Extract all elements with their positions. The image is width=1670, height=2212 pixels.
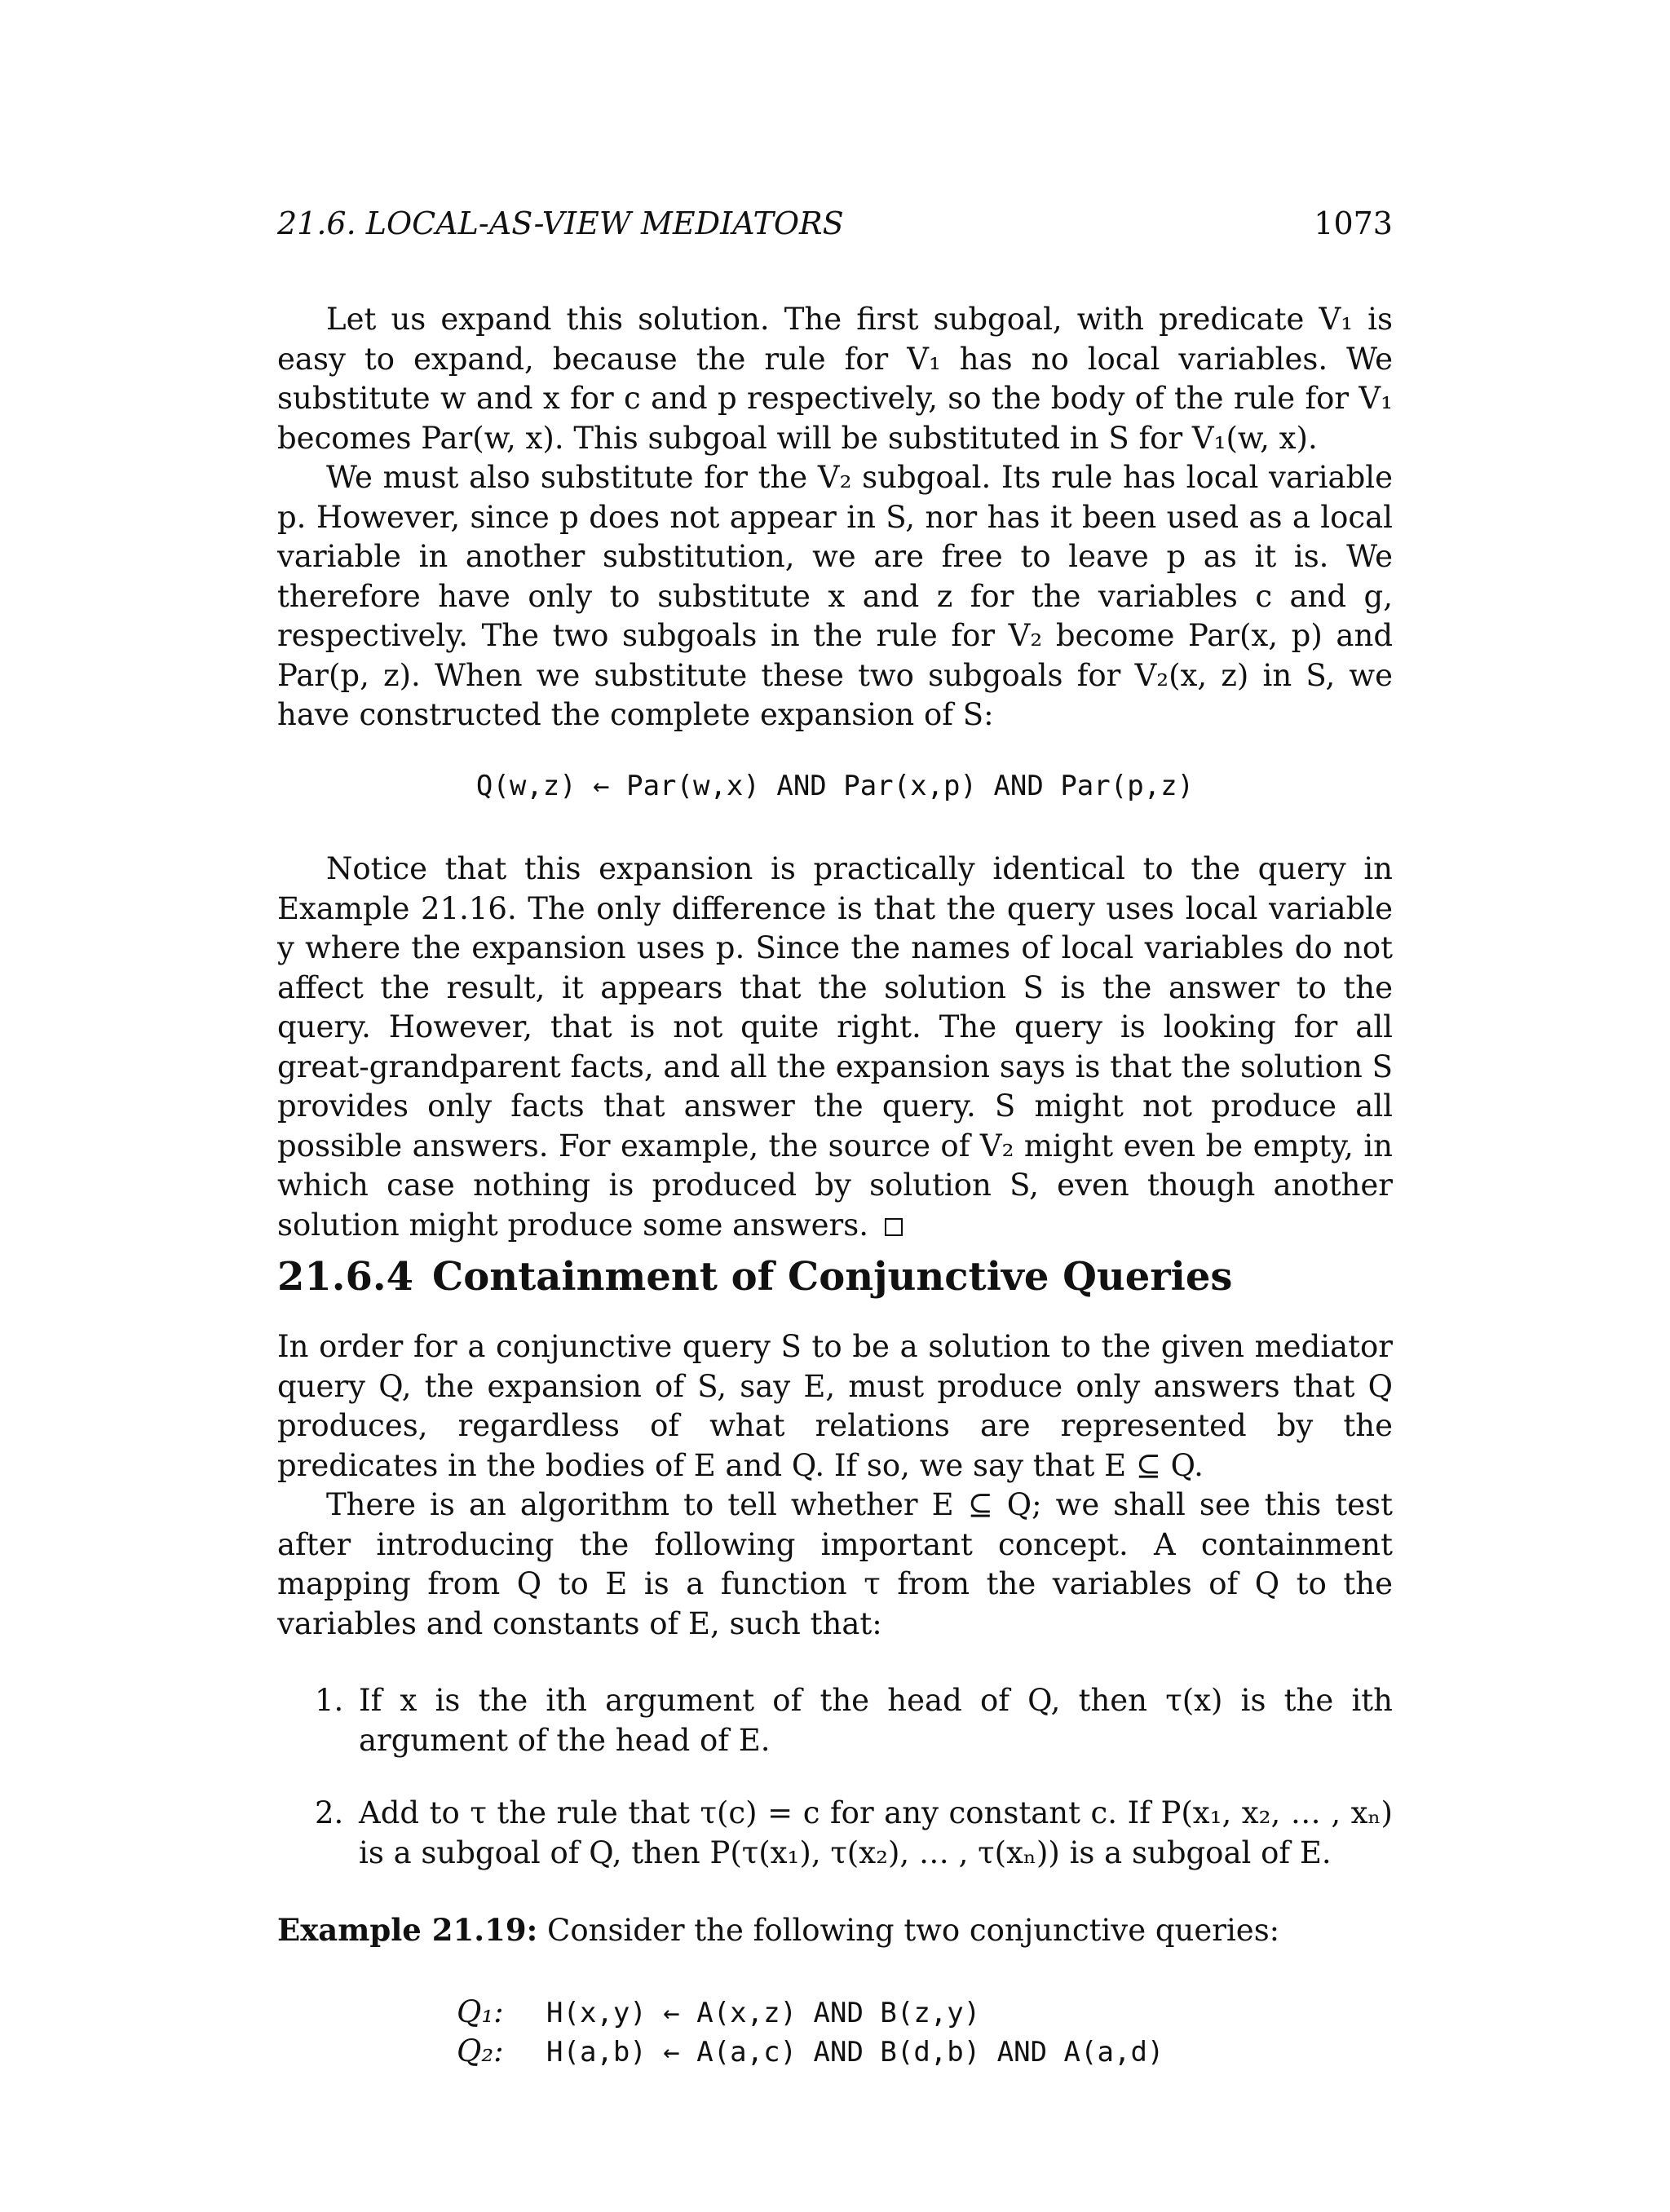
paragraph-notice-expansion (277, 850, 1393, 1245)
section-heading (277, 1254, 1232, 1300)
section-number: 21.6.4 (277, 1254, 414, 1300)
section-title: Containment of Conjunctive Queries (432, 1254, 1233, 1300)
list-item (315, 1681, 1393, 1760)
query-name: Q₁: (457, 1994, 504, 2029)
list-item-text: Add to τ the rule that τ(c) = c for any constant c. If P(x₁, x₂, … , xₙ) is a subgoal of Q, then P(τ(x₁), τ(x₂), … , τ(xₙ)) is a subgoal of E. (359, 1795, 1393, 1870)
query-line (457, 1994, 980, 2033)
query-line (457, 2033, 1164, 2073)
example-heading (277, 1912, 1393, 1948)
list-marker: 1. (315, 1683, 344, 1718)
example-text: Consider the following two conjunctive queries: (547, 1913, 1280, 1948)
paragraph-notice-text: Notice that this expansion is practically identical to the query in Example 21.16. The only difference is that the query uses local variable y where the expansion uses p. Since the names of local variables do not affect the result, it appears that the solution S is the answer to the query. However, that is not quite right. The query is looking for all great-grandparent facts, and all the expansion says is that the solution S provides only facts that answer the query. S might not produce all possible answers. For example, the source of V₂ might even be empty, in which case nothing is produced by solution S, even though another solution might produce some answers. (277, 851, 1393, 1243)
expansion-rule: Q(w,z) ← Par(w,x) AND Par(x,p) AND Par(p,z) (475, 770, 1195, 802)
paragraph-substitute-v2: We must also substitute for the V₂ subgoal. Its rule has local variable p. However, since p does not appear in S, nor has it been used as a local variable in another substitution, we are free to leave p as it is. We therefore have only to substitute x and z for the variables c and g, respectively. The two subgoals in the rule for V₂ become Par(x, p) and Par(p, z). When we substitute these two subgoals for V₂(x, z) in S, we have constructed the complete expansion of S: (277, 460, 1393, 732)
query-name: Q₂: (457, 2033, 504, 2069)
list-item-text: If x is the ith argument of the head of Q, then τ(x) is the ith argument of the head of E. (359, 1683, 1393, 1758)
query-body: H(x,y) ← A(x,z) AND B(z,y) (546, 1997, 981, 2029)
page-number: 1073 (1314, 205, 1393, 241)
list-marker: 2. (315, 1795, 344, 1830)
running-header (277, 205, 1393, 248)
running-title: 21.6. LOCAL-AS-VIEW MEDIATORS (277, 205, 844, 241)
end-of-example-icon (885, 1218, 903, 1236)
paragraph-conjunctive-solution: In order for a conjunctive query S to be a solution to the given mediator query Q, the expansion of S, say E, must produce only answers that Q produces, regardless of what relations are represented by the predicates in the bodies of E and Q. If so, we say that E ⊆ Q. (277, 1329, 1393, 1483)
query-body: H(a,b) ← A(a,c) AND B(d,b) AND A(a,d) (546, 2036, 1164, 2069)
paragraph-containment-mapping: There is an algorithm to tell whether E ⊆ Q; we shall see this test after introducing the following important concept. A containment mapping from Q to E is a function τ from the variables of Q to the variables and constants of E, such that: (277, 1487, 1393, 1641)
example-label: Example 21.19: (277, 1912, 538, 1948)
list-item (315, 1794, 1393, 1873)
paragraph-expand-solution: Let us expand this solution. The first subgoal, with predicate V₁ is easy to expand, because the rule for V₁ has no local variables. We substitute w and x for c and p respectively, so the body of the rule for V₁ becomes Par(w, x). This subgoal will be substituted in S for V₁(w, x). (277, 302, 1393, 456)
